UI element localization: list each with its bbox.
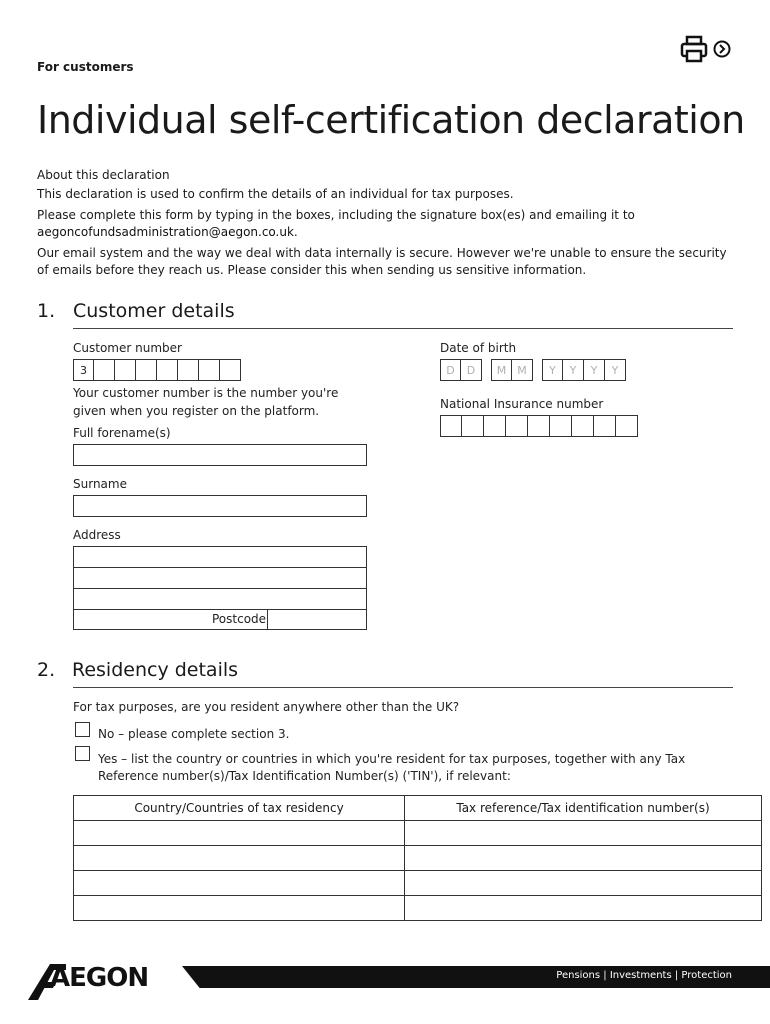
surname-label: Surname: [73, 477, 127, 491]
country-cell[interactable]: [74, 846, 405, 871]
dob-year-cell[interactable]: Y: [542, 359, 563, 381]
section-2-title: Residency details: [72, 659, 239, 681]
customer-number-cell[interactable]: [178, 359, 199, 381]
dob-day-cell[interactable]: D: [440, 359, 461, 381]
customer-number-cell[interactable]: [115, 359, 136, 381]
tin-cell[interactable]: [405, 896, 762, 921]
residency-question: For tax purposes, are you resident anywhere other than the UK?: [73, 700, 460, 714]
ni-number-cell[interactable]: [572, 415, 594, 437]
dob-day-cell[interactable]: D: [461, 359, 482, 381]
ni-number-cell[interactable]: [484, 415, 506, 437]
dob-label: Date of birth: [440, 341, 517, 355]
country-cell[interactable]: [74, 871, 405, 896]
forename-field[interactable]: [73, 444, 367, 466]
address-label: Address: [73, 528, 121, 542]
ni-number-field[interactable]: [440, 415, 638, 437]
chevron-right-circle-icon[interactable]: [713, 40, 731, 58]
ni-number-cell[interactable]: [528, 415, 550, 437]
about-paragraph-2-text: Please complete this form by typing in the boxes, including the signature box(es) and emailing it to: [37, 208, 635, 222]
customer-number-cell[interactable]: [94, 359, 115, 381]
customer-number-cell[interactable]: [199, 359, 220, 381]
footer-tagline: Pensions | Investments | Protection: [556, 970, 732, 981]
tin-cell[interactable]: [405, 846, 762, 871]
period-text: .: [293, 225, 298, 239]
country-cell[interactable]: [74, 896, 405, 921]
ni-number-cell[interactable]: [616, 415, 638, 437]
audience-label: For customers: [37, 60, 134, 74]
customer-number-cell[interactable]: 3: [73, 359, 94, 381]
tin-cell[interactable]: [405, 871, 762, 896]
ni-number-label: National Insurance number: [440, 397, 604, 411]
surname-field[interactable]: [73, 495, 367, 517]
table-header-tin: Tax reference/Tax identification number(s): [405, 796, 762, 821]
section-1-title: Customer details: [73, 300, 235, 322]
customer-number-field[interactable]: [73, 359, 241, 381]
aegon-logo-text: AEGON: [50, 963, 149, 993]
table-row: [74, 896, 762, 921]
tin-cell[interactable]: [405, 821, 762, 846]
dob-month-field[interactable]: [491, 359, 533, 381]
forename-label: Full forename(s): [73, 426, 171, 440]
ni-number-cell[interactable]: [462, 415, 484, 437]
table-row: [74, 821, 762, 846]
option-no-checkbox[interactable]: [75, 722, 90, 737]
dob-year-cell[interactable]: Y: [584, 359, 605, 381]
country-cell[interactable]: [74, 821, 405, 846]
table-row: [74, 871, 762, 896]
ni-number-cell[interactable]: [550, 415, 572, 437]
customer-number-cell[interactable]: [136, 359, 157, 381]
about-paragraph-3: Our email system and the way we deal with data internally is secure. However we're unable to ensure the security of emails before they reach us. Please consider this when sending us sensitive information.: [37, 246, 727, 277]
table-header-row: [74, 796, 762, 821]
dob-year-cell[interactable]: Y: [563, 359, 584, 381]
printer-icon[interactable]: [679, 34, 709, 64]
tax-residency-table: [73, 795, 762, 921]
option-no-label: No – please complete section 3.: [98, 727, 290, 741]
table-row: [74, 846, 762, 871]
dob-year-field[interactable]: [542, 359, 626, 381]
section-2-divider: [73, 687, 733, 688]
dob-month-cell[interactable]: M: [491, 359, 512, 381]
page-title: Individual self-certification declaration: [37, 98, 745, 142]
customer-number-cell[interactable]: [220, 359, 241, 381]
dob-day-field[interactable]: [440, 359, 482, 381]
postcode-label: Postcode: [212, 612, 267, 626]
address-line-1-field[interactable]: [73, 546, 367, 568]
customer-number-help: Your customer number is the number you're given when you register on the platform.: [73, 386, 339, 418]
table-header-country: Country/Countries of tax residency: [74, 796, 405, 821]
dob-month-cell[interactable]: M: [512, 359, 533, 381]
ni-number-cell[interactable]: [440, 415, 462, 437]
address-line-3-field[interactable]: [73, 588, 367, 610]
dob-year-cell[interactable]: Y: [605, 359, 626, 381]
email-link[interactable]: aegoncofundsadministration@aegon.co.uk: [37, 225, 294, 239]
about-heading: About this declaration: [37, 168, 170, 182]
address-line-2-field[interactable]: [73, 567, 367, 589]
about-paragraph-2: [37, 207, 727, 241]
section-2-number: 2.: [37, 659, 56, 681]
postcode-field[interactable]: [267, 609, 367, 630]
section-1-number: 1.: [37, 300, 56, 322]
customer-number-label: Customer number: [73, 341, 182, 355]
ni-number-cell[interactable]: [594, 415, 616, 437]
section-1-divider: [73, 328, 733, 329]
option-yes-label: Yes – list the country or countries in which you're resident for tax purposes, together with any Tax Reference number(s)/Tax Identification Number(s) ('TIN'), if relevant:: [98, 752, 686, 783]
customer-number-cell[interactable]: [157, 359, 178, 381]
about-paragraph-1: This declaration is used to confirm the details of an individual for tax purposes.: [37, 187, 514, 201]
ni-number-cell[interactable]: [506, 415, 528, 437]
option-yes-checkbox[interactable]: [75, 746, 90, 761]
